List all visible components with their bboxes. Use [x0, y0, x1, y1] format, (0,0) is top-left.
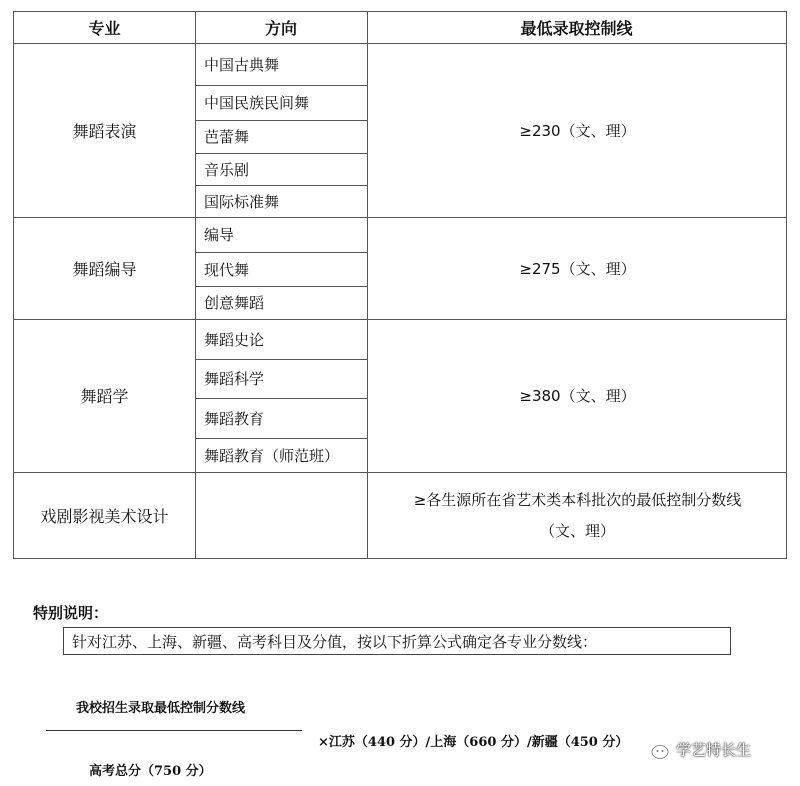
major-cell: 舞蹈表演	[72, 122, 137, 141]
formula-numerator: 我校招生录取最低控制分数线	[76, 701, 246, 716]
min-score-cell: ≥380（文、理）	[519, 387, 636, 405]
direction-cell: 国际标准舞	[204, 192, 280, 211]
watermark-text: 学艺特长生	[676, 740, 752, 759]
header-major: 专业	[14, 12, 195, 44]
watermark	[640, 738, 751, 760]
wechat-icon	[640, 738, 670, 760]
direction-cell: 舞蹈教育	[204, 409, 265, 428]
min-score-cell	[367, 472, 788, 558]
direction-cell: 舞蹈教育（师范班）	[204, 446, 340, 465]
column-divider	[195, 12, 196, 558]
min-score-cell: ≥230（文、理）	[519, 122, 636, 140]
note-text: 针对江苏、上海、新疆、高考科目及分值，按以下折算公式确定各专业分数线：	[63, 627, 731, 655]
min-score-line: ≥各生源所在省艺术类本科批次的最低控制分数线	[413, 491, 742, 509]
direction-cell: 舞蹈史论	[204, 330, 265, 349]
direction-cell: 舞蹈科学	[204, 370, 265, 388]
header-direction: 方向	[195, 12, 367, 44]
direction-cell: 创意舞蹈	[204, 294, 265, 312]
min-score-line: （文、理）	[539, 522, 615, 540]
direction-cell: 现代舞	[204, 260, 250, 279]
direction-cell: 中国民族民间舞	[204, 94, 310, 112]
header-min-score: 最低录取控制线	[367, 12, 786, 44]
direction-cell: 中国古典舞	[204, 56, 280, 74]
formula-fraction-bar	[46, 730, 302, 731]
min-score-cell: ≥275（文、理）	[519, 259, 636, 278]
major-cell: 戏剧影视美术设计	[40, 506, 169, 526]
note-title: 特别说明：	[33, 604, 109, 622]
direction-cell: 音乐剧	[204, 160, 250, 179]
major-cell: 舞蹈学	[80, 387, 129, 406]
direction-cell: 编导	[204, 226, 235, 244]
direction-cell: 芭蕾舞	[204, 128, 250, 146]
score-table	[13, 11, 787, 559]
major-cell: 舞蹈编导	[72, 259, 137, 279]
formula-multiplier: ×江苏（440 分）/上海（660 分）/新疆（450 分）	[318, 735, 629, 750]
formula-denominator: 高考总分（750 分）	[89, 764, 212, 779]
